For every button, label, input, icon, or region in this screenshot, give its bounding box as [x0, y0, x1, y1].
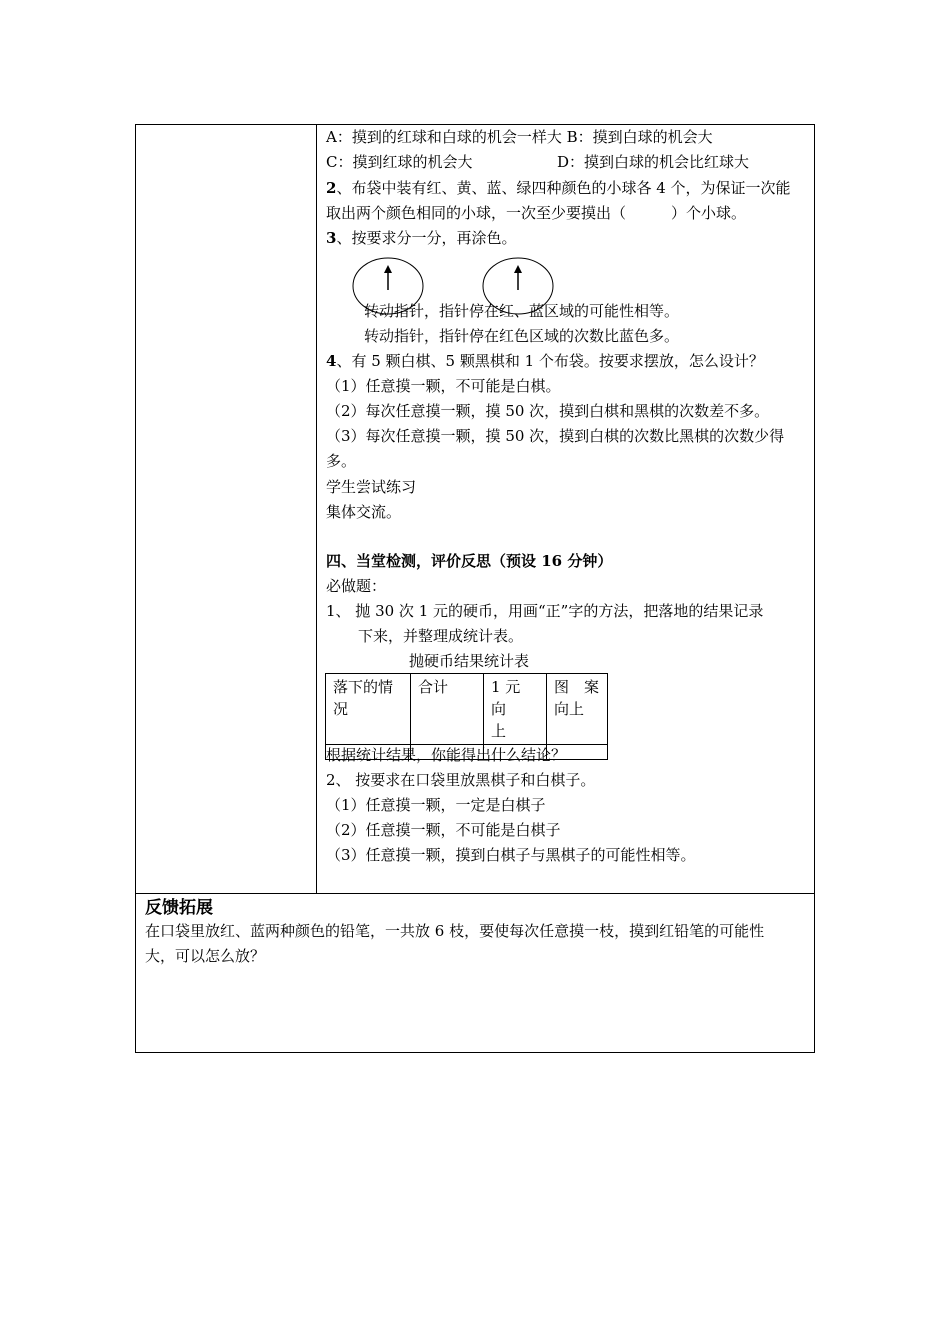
- question-2-line-1: [326, 178, 791, 198]
- question-3-number: 3: [326, 229, 337, 247]
- test-2-part-2: （2）任意摸一颗，不可能是白棋子: [326, 821, 561, 839]
- question-3-text: 、按要求分一分，再涂色。: [336, 229, 517, 247]
- test-1-line-2: 下来，并整理成统计表。: [358, 627, 524, 645]
- option-c: C：摸到红球的机会大: [326, 153, 473, 171]
- header-text: 合计: [418, 678, 449, 696]
- lesson-table-border: [135, 124, 815, 1053]
- question-4-text: 、有 5 颗白棋、5 颗黑棋和 1 个布袋。按要求摆放，怎么设计？: [336, 352, 764, 370]
- column-divider: [316, 124, 317, 894]
- test-2: 2、 按要求在口袋里放黑棋子和白棋子。: [326, 771, 596, 789]
- row-divider: [135, 893, 815, 894]
- header-cell: [411, 674, 484, 745]
- header-text: 图 案: [554, 678, 600, 696]
- option-a-b: A：摸到的红球和白球的机会一样大 B：摸到白球的机会大: [326, 128, 713, 146]
- header-cell: [484, 674, 547, 745]
- conclusion-question: 根据统计结果，你能得出什么结论？: [326, 746, 567, 764]
- feedback-line-2: 大，可以怎么放？: [145, 947, 266, 965]
- question-2-number: 2: [326, 179, 337, 197]
- test-2-part-1: （1）任意摸一颗，一定是白棋子: [326, 796, 546, 814]
- test-2-part-3: （3）任意摸一颗，摸到白棋子与黑棋子的可能性相等。: [326, 846, 696, 864]
- feedback-title: 反馈拓展: [145, 898, 213, 918]
- question-4: [326, 351, 764, 371]
- header-text: 向上: [554, 700, 585, 718]
- spinner-2-instruction: 转动指针，指针停在红色区域的次数比蓝色多。: [364, 327, 680, 345]
- header-text: 上: [491, 722, 507, 740]
- header-cell: [326, 674, 411, 745]
- table-header-row: [326, 674, 608, 745]
- section-4-heading: 四、当堂检测，评价反思（预设 16 分钟）: [326, 552, 613, 570]
- practice-note: 学生尝试练习: [326, 478, 417, 496]
- header-text: 落下的情: [333, 678, 394, 696]
- header-text: 1 元 向: [491, 678, 521, 718]
- test-1-line-1: 1、 抛 30 次 1 元的硬币，用画“正”字的方法，把落地的结果记录: [326, 602, 764, 620]
- question-3: [326, 228, 516, 248]
- question-4-part-3-line-1: （3）每次任意摸一颗，摸 50 次，摸到白棋的次数比黑棋的次数少得: [326, 427, 785, 445]
- question-4-part-1: （1）任意摸一颗，不可能是白棋。: [326, 377, 561, 395]
- feedback-line-1: 在口袋里放红、蓝两种颜色的铅笔，一共放 6 枝，要使每次任意摸一枝，摸到红铅笔的可能性: [145, 922, 765, 940]
- question-2-text: 、布袋中装有红、黄、蓝、绿四种颜色的小球各 4 个，为保证一次能: [336, 179, 791, 197]
- option-d: D：摸到白球的机会比红球大: [557, 153, 750, 171]
- question-4-number: 4: [326, 352, 337, 370]
- header-cell: [547, 674, 608, 745]
- required-label: 必做题：: [326, 577, 387, 595]
- question-4-part-3-line-2: 多。: [326, 452, 357, 470]
- header-text: 况: [333, 700, 349, 718]
- spinner-1-instruction: 转动指针，指针停在红、蓝区域的可能性相等。: [364, 302, 680, 320]
- question-4-part-2: （2）每次任意摸一颗，摸 50 次，摸到白棋和黑棋的次数差不多。: [326, 402, 770, 420]
- exchange-note: 集体交流。: [326, 503, 402, 521]
- table-title: 抛硬币结果统计表: [409, 652, 530, 670]
- question-2-line-2: 取出两个颜色相同的小球，一次至少要摸出（ ）个小球。: [326, 204, 747, 222]
